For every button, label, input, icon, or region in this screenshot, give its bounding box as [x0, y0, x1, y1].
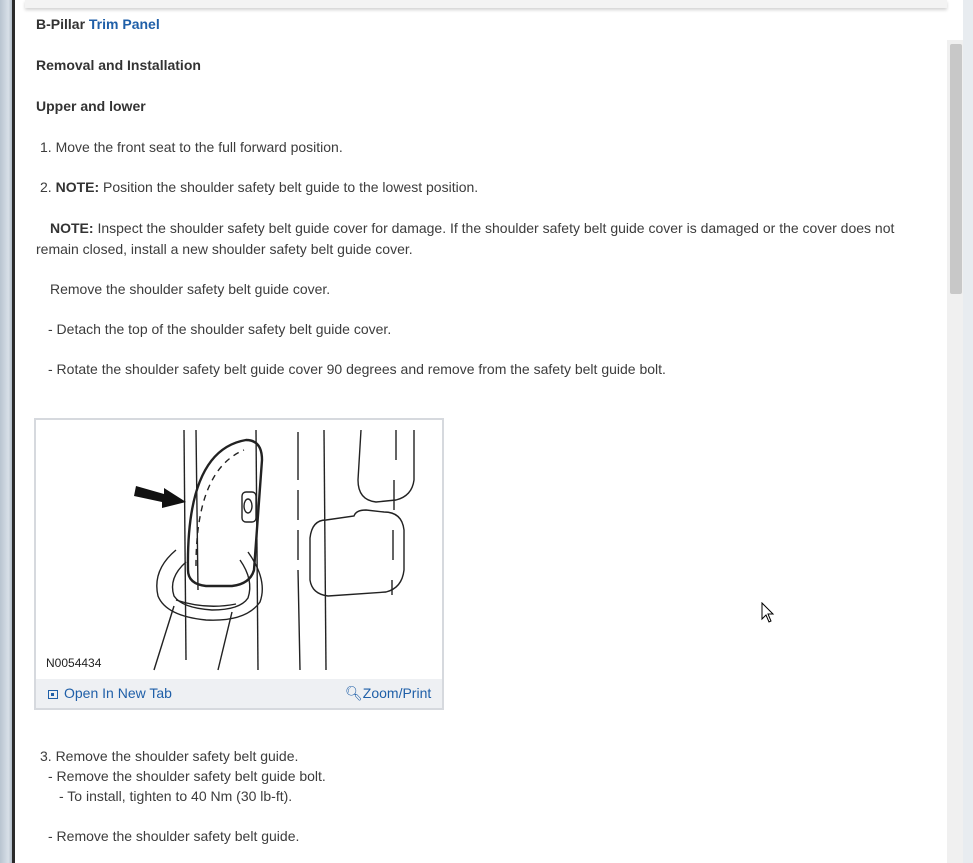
subtitle: Removal and Installation	[36, 57, 201, 73]
step-3-sub-1: - Remove the shoulder safety belt guide bolt.	[48, 768, 326, 784]
open-in-new-tab-label: Open In New Tab	[64, 685, 172, 701]
zoom-print-button[interactable]	[345, 685, 431, 702]
note-2	[36, 218, 916, 259]
note-label: NOTE:	[55, 179, 100, 195]
belt-guide-illustration	[36, 420, 442, 679]
step-3-sub-1a: - To install, tighten to 40 Nm (30 lb-ft).	[59, 788, 293, 804]
zoom-print-label: Zoom/Print	[362, 685, 432, 701]
rotate-cover-text: - Rotate the shoulder safety belt guide cover 90 degrees and remove from the safety belt guide bolt.	[48, 361, 666, 377]
note-2-line-1: Inspect the shoulder safety belt guide cover for damage. If the shoulder safety belt guide cover is damaged or the cover does not	[97, 220, 895, 236]
remove-cover-text: Remove the shoulder safety belt guide cover.	[50, 281, 331, 297]
page-title	[36, 14, 160, 34]
mouse-cursor-icon	[761, 602, 775, 624]
step-3-sub-2: - Remove the shoulder safety belt guide.	[48, 828, 300, 844]
open-in-new-tab-icon	[48, 690, 58, 699]
detach-top-text: - Detach the top of the shoulder safety belt guide cover.	[48, 321, 392, 337]
step-2	[40, 177, 478, 197]
header-bar	[25, 0, 947, 8]
zoom-icon: 🔍︎	[345, 685, 363, 701]
section-heading: Upper and lower	[36, 98, 146, 114]
title-prefix: B-Pillar	[36, 16, 86, 32]
note-2-line-2: remain closed, install a new shoulder safety belt guide cover.	[36, 241, 413, 257]
pointer-arrow	[134, 486, 186, 508]
step-1: 1. Move the front seat to the full forward position.	[40, 139, 343, 155]
trim-panel-link[interactable]: Trim Panel	[88, 16, 160, 32]
step-2-note: Position the shoulder safety belt guide to the lowest position.	[103, 179, 479, 195]
figure-toolbar	[36, 679, 442, 708]
figure-id: N0054434	[46, 656, 102, 670]
step-2-number: 2.	[40, 179, 52, 195]
illustration-figure	[34, 418, 444, 710]
scrollbar-thumb[interactable]	[950, 44, 962, 294]
open-in-new-tab-button[interactable]	[48, 685, 172, 701]
right-edge	[963, 0, 973, 863]
note-2-label: NOTE:	[50, 220, 94, 236]
step-3: 3. Remove the shoulder safety belt guide.	[40, 748, 299, 764]
